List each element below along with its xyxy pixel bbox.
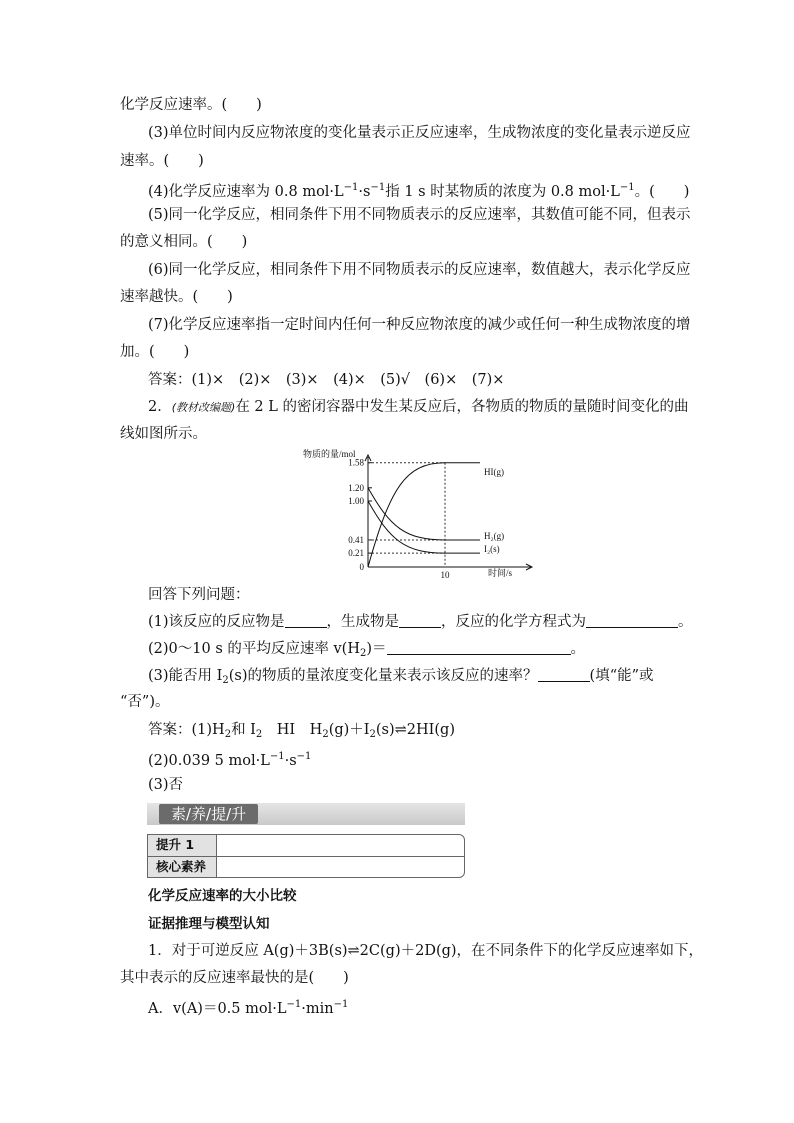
text-line: 加。( ) <box>120 344 190 360</box>
subquestion-2: (2)0～10 s 的平均反应速率 $v(H_2)=$ 。 <box>148 641 586 659</box>
table-label-core: 核心素养 <box>156 859 207 874</box>
text-line: 的意义相同。( ) <box>120 234 248 250</box>
series-i2-curve <box>368 501 480 553</box>
y-axis-label: 物质的量/mol <box>303 449 356 459</box>
section-banner-title: 素/养/提/升 <box>159 804 258 824</box>
series-h2-curve <box>368 488 480 540</box>
text-line: (5)同一化学反应，相同条件下用不同物质表示的反应速率，其数值可能不同，但表示 <box>148 207 691 223</box>
answer-blank[interactable] <box>586 613 678 628</box>
text-line: 回答下列问题： <box>148 587 250 603</box>
series-curves <box>368 463 480 567</box>
section-subheading: 证据推理与模型认知 <box>148 916 270 932</box>
text-line: 其中表示的反应速率最快的是( ) <box>120 970 349 986</box>
y-tick-label: 0 <box>359 562 364 572</box>
y-tick-label: 1.00 <box>348 496 364 506</box>
guide-lines <box>368 463 445 567</box>
text-line: (3)单位时间内反应物浓度的变化量表示正反应速率，生成物浓度的变化量表示逆反应 <box>148 125 691 141</box>
answer-blank[interactable] <box>399 613 441 628</box>
section-banner <box>147 803 465 825</box>
answer-line: (3)否 <box>148 777 184 793</box>
text-line: 速率。( ) <box>120 153 204 169</box>
answer-line: 答案：$(1)H_2$和 $I_2$ HI $H_2(g)+I_2(s)\rightleftharpoons 2HI(g)$ <box>148 722 455 740</box>
text-line: “否”)。 <box>120 694 170 710</box>
y-tick-label: 0.21 <box>348 548 364 559</box>
subquestion-1: (1)该反应的反应物是 ，生成物是 ，反应的化学方程式为 。 <box>148 614 693 630</box>
text-line: 速率越快。( ) <box>120 289 233 305</box>
question-2: 2．(教材改编题)在 2 L 的密闭容器中发生某反应后，各物质的物质的量随时间变化的曲 <box>148 399 689 415</box>
x-tick-label: 10 <box>440 570 450 580</box>
answer-blank[interactable] <box>387 640 571 655</box>
x-axis-label: 时间/s <box>488 568 513 578</box>
tick-labels <box>348 458 450 580</box>
table-label-upgrade: 提升 1 <box>156 837 195 852</box>
option-a: A．v(A)＝0.5 $mol\cdot L^{-1}\cdot\min^{-1}$ <box>148 999 349 1017</box>
series-label-h2: H₂(g) <box>484 531 505 541</box>
answer-line: 答案：(1)× (2)× (3)× (4)× (5)√ (6)× (7)× <box>148 372 505 388</box>
y-tick-label: 1.58 <box>348 457 364 468</box>
section-table <box>147 834 465 878</box>
y-tick-label: 1.20 <box>348 482 364 493</box>
question-1: 1．对于可逆反应 A(g)＋3B(s)⇌2C(g)＋2D(g)，在不同条件下的化学反应速率如下， <box>148 943 704 959</box>
amount-vs-time-chart <box>300 445 540 580</box>
answer-line: (2)0.039 5 $mol\cdot L^{-1}\cdot s^{-1}$ <box>148 751 312 769</box>
y-tick-label: 0.41 <box>348 534 364 545</box>
text-line: (4)化学反应速率为 0.8 $mol\cdot L^{-1}\cdot s^{-1}$指 1 s 时某物质的浓度为 0.8 $mol\cdot L^{-1}$。( ) <box>148 182 690 200</box>
section-heading: 化学反应速率的大小比较 <box>148 888 297 904</box>
text-line: 化学反应速率。( ) <box>120 97 262 113</box>
series-label-hi: HI(g) <box>484 467 504 477</box>
answer-blank[interactable] <box>538 667 590 682</box>
text-line: (6)同一化学反应，相同条件下用不同物质表示的反应速率，数值越大，表示化学反应 <box>148 262 691 278</box>
text-line: 线如图所示。 <box>120 426 207 442</box>
series-label-i2: I₂(s) <box>484 544 500 554</box>
source-tag: (教材改编题) <box>171 401 236 414</box>
subquestion-3: (3)能否用 $I_2(s)$的物质的量浓度变化量来表示该反应的速率？ (填“能”或 <box>148 668 654 686</box>
text-line: (7)化学反应速率指一定时间内任何一种反应物浓度的减少或任何一种生成物浓度的增 <box>148 317 691 333</box>
answer-blank[interactable] <box>285 613 327 628</box>
